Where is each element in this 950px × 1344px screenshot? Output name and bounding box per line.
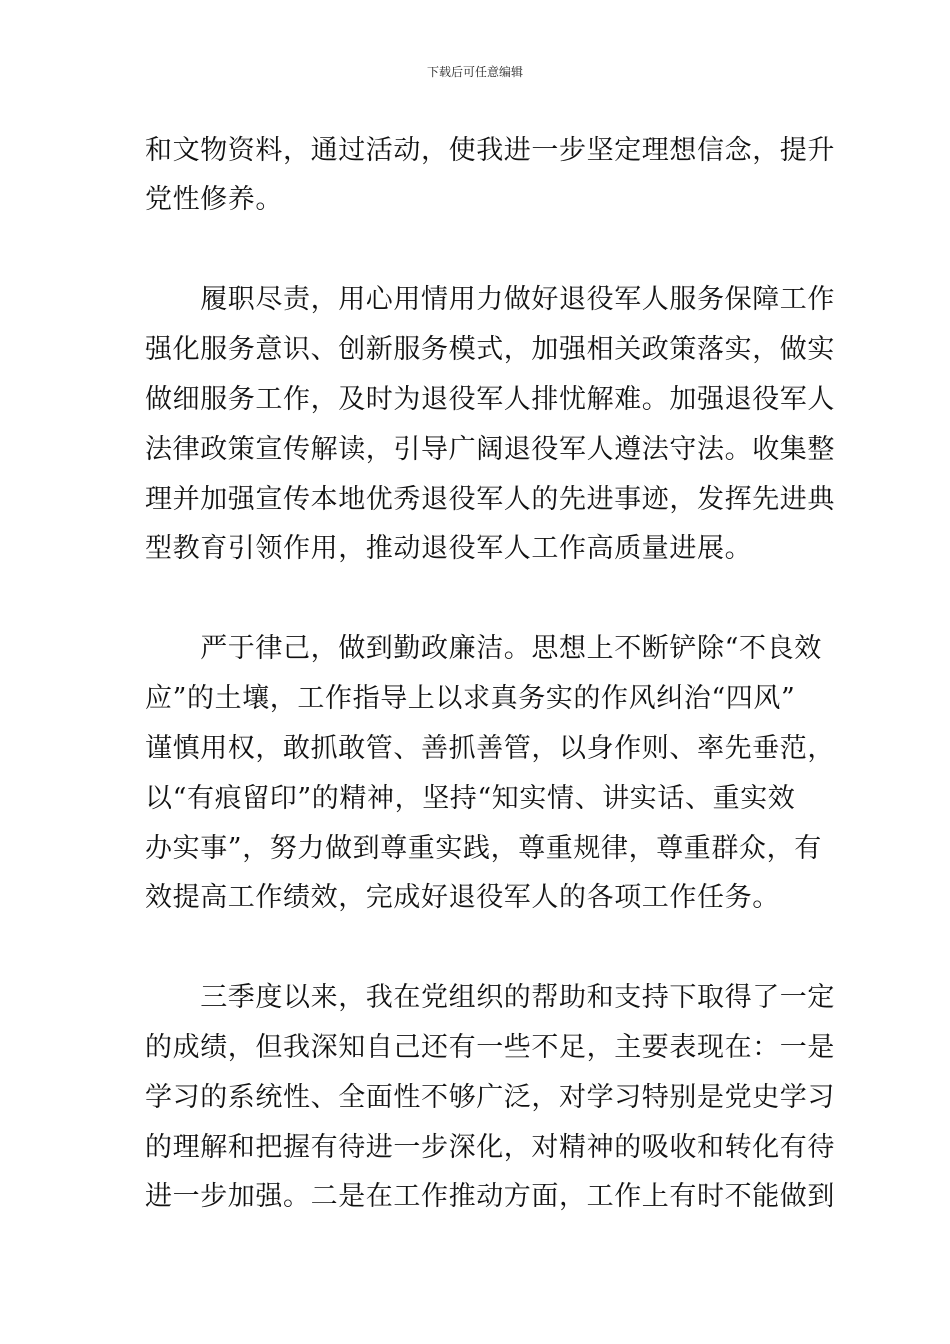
text-line: 和文物资料，通过活动，使我进一步坚定理想信念，提升 xyxy=(145,135,835,166)
text-line: 三季度以来，我在党组织的帮助和支持下取得了一定 xyxy=(145,982,835,1013)
text-line: 理并加强宣传本地优秀退役军人的先进事迹，发挥先进典 xyxy=(145,484,835,515)
text-line: 做细服务工作，及时为退役军人排忧解难。加强退役军人 xyxy=(145,384,835,415)
text-line: 履职尽责，用心用情用力做好退役军人服务保障工作 xyxy=(145,284,835,315)
text-line: 学习的系统性、全面性不够广泛，对学习特别是党史学习 xyxy=(145,1082,835,1113)
text-line: 应”的土壤，工作指导上以求真务实的作风纠治“四风” xyxy=(145,683,796,714)
text-line: 进一步加强。二是在工作推动方面，工作上有时不能做到 xyxy=(145,1181,835,1212)
text-line: 强化服务意识、创新服务模式，加强相关政策落实，做实 xyxy=(145,334,835,365)
text-line: 以“有痕留印”的精神，坚持“知实情、讲实话、重实效 xyxy=(145,783,796,814)
text-line: 的成绩，但我深知自己还有一些不足，主要表现在：一是 xyxy=(145,1032,835,1063)
text-line: 的理解和把握有待进一步深化，对精神的吸收和转化有待 xyxy=(145,1132,835,1163)
text-line: 法律政策宣传解读，引导广阔退役军人遵法守法。收集整 xyxy=(145,434,835,465)
text-line: 谨慎用权，敢抓敢管、善抓善管，以身作则、率先垂范， xyxy=(145,733,835,764)
text-line: 严于律己，做到勤政廉洁。思想上不断铲除“不良效 xyxy=(145,633,822,664)
text-line: 效提高工作绩效，完成好退役军人的各项工作任务。 xyxy=(145,882,780,913)
text-line: 办实事”，努力做到尊重实践，尊重规律，尊重群众，有 xyxy=(145,833,822,864)
text-line: 党性修养。 xyxy=(145,184,283,215)
text-line: 型教育引领作用，推动退役军人工作高质量进展。 xyxy=(145,533,753,564)
page-header: 下载后可任意编辑 xyxy=(426,65,523,79)
